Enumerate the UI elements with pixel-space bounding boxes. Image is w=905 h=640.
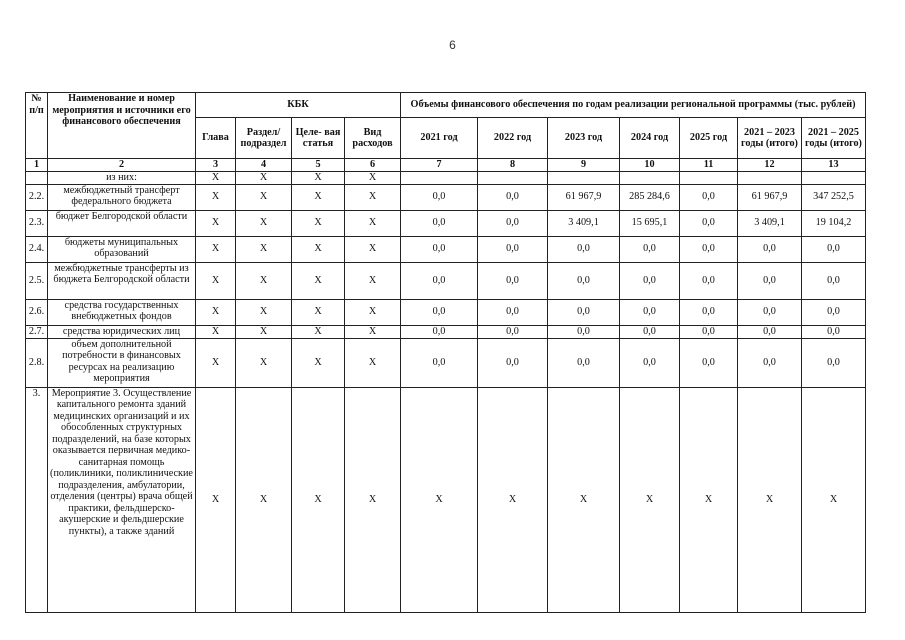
row-name: бюджет Белгородской области [48,210,196,236]
value-cell: 0,0 [401,325,478,338]
value-cell: 0,0 [802,338,866,387]
value-cell: 61 967,9 [738,184,802,210]
value-cell: 0,0 [548,299,620,325]
kbk-cell: X [292,171,345,184]
table-row [26,299,866,325]
kbk-cell: X [196,299,236,325]
header-year-col: 2025 год [680,118,738,159]
row-name: Мероприятие 3. Осуществление капитального ремонта зданий медицинских организаций и их обособленных структурных подразделений, на базе которых оказывается первичная медико-санитарная помощь (поликлиники, поликлинические подразделения, амбулатории, отделения (центры) врача общей практики, фельдшерско-акушерские и фельдшерские пункты), а также зданий [48,387,196,612]
kbk-cell: X [292,325,345,338]
column-number: 6 [345,159,401,172]
header-kbk: КБК [196,93,401,118]
row-no: 3. [26,387,48,612]
kbk-cell: X [292,387,345,612]
kbk-cell: X [345,338,401,387]
header-year-col: 2021 – 2023 годы (итого) [738,118,802,159]
row-no: 2.3. [26,210,48,236]
value-cell: 0,0 [620,236,680,262]
kbk-cell: X [292,236,345,262]
row-no: 2.7. [26,325,48,338]
value-cell: 0,0 [738,299,802,325]
value-cell: 0,0 [680,299,738,325]
value-cell: 3 409,1 [548,210,620,236]
value-cell: 0,0 [738,262,802,299]
value-cell: 19 104,2 [802,210,866,236]
value-cell: 0,0 [680,184,738,210]
value-cell: 0,0 [620,338,680,387]
kbk-cell: X [196,325,236,338]
kbk-cell: X [196,171,236,184]
value-cell: 0,0 [478,210,548,236]
value-cell: 0,0 [478,338,548,387]
value-cell: X [680,387,738,612]
header-year-col: 2021 год [401,118,478,159]
kbk-cell: X [196,262,236,299]
table-row [26,171,866,184]
row-no: 2.4. [26,236,48,262]
kbk-cell: X [292,210,345,236]
value-cell: 0,0 [401,262,478,299]
column-number: 2 [48,159,196,172]
header-no: № п/п [26,93,48,159]
kbk-cell: X [345,210,401,236]
value-cell: 0,0 [620,299,680,325]
kbk-cell: X [236,299,292,325]
kbk-cell: X [236,387,292,612]
value-cell [738,171,802,184]
kbk-cell: X [196,338,236,387]
row-name: межбюджетный трансферт федерального бюджета [48,184,196,210]
value-cell: 0,0 [401,338,478,387]
value-cell: 0,0 [680,262,738,299]
value-cell: 0,0 [680,236,738,262]
value-cell: 0,0 [620,325,680,338]
value-cell: X [802,387,866,612]
value-cell: 0,0 [738,236,802,262]
value-cell: 3 409,1 [738,210,802,236]
column-number: 7 [401,159,478,172]
kbk-cell: X [236,210,292,236]
value-cell: 0,0 [738,325,802,338]
header-kbk-col: Целе- вая статья [292,118,345,159]
table-row [26,210,866,236]
value-cell [478,171,548,184]
row-name: средства государственных внебюджетных фондов [48,299,196,325]
row-name: из них: [48,171,196,184]
column-number: 13 [802,159,866,172]
table-row [26,338,866,387]
kbk-cell: X [236,171,292,184]
value-cell: 0,0 [802,236,866,262]
value-cell: X [620,387,680,612]
value-cell [401,171,478,184]
kbk-cell: X [345,325,401,338]
value-cell: 347 252,5 [802,184,866,210]
value-cell: 0,0 [738,338,802,387]
row-no: 2.2. [26,184,48,210]
table-row [26,387,866,612]
kbk-cell: X [292,338,345,387]
header-year-col: 2021 – 2025 годы (итого) [802,118,866,159]
column-number: 9 [548,159,620,172]
header-year-col: 2022 год [478,118,548,159]
header-volumes: Объемы финансового обеспечения по годам реализации региональной программы (тыс. рублей) [401,93,866,118]
financing-table [25,92,866,613]
column-number: 11 [680,159,738,172]
value-cell: 0,0 [548,325,620,338]
column-number: 12 [738,159,802,172]
value-cell: 0,0 [478,262,548,299]
header-name: Наименование и номер мероприятия и источники его финансового обеспечения [48,93,196,159]
value-cell: 0,0 [478,236,548,262]
value-cell: 0,0 [401,236,478,262]
row-no: 2.6. [26,299,48,325]
kbk-cell: X [345,184,401,210]
value-cell: X [738,387,802,612]
header-kbk-col: Раздел/ подраздел [236,118,292,159]
value-cell: 285 284,6 [620,184,680,210]
row-no: 2.5. [26,262,48,299]
kbk-cell: X [236,236,292,262]
value-cell: 0,0 [548,262,620,299]
header-year-col: 2024 год [620,118,680,159]
row-name: объем дополнительной потребности в финансовых ресурсах на реализацию мероприятия [48,338,196,387]
value-cell: X [478,387,548,612]
value-cell: 0,0 [401,210,478,236]
kbk-cell: X [236,338,292,387]
value-cell: 0,0 [478,184,548,210]
value-cell: X [401,387,478,612]
kbk-cell: X [196,210,236,236]
column-number: 4 [236,159,292,172]
kbk-cell: X [292,184,345,210]
row-name: межбюджетные трансферты из бюджета Белгородской области [48,262,196,299]
value-cell: 0,0 [478,325,548,338]
kbk-cell: X [236,184,292,210]
value-cell: 0,0 [680,325,738,338]
value-cell: 0,0 [680,210,738,236]
value-cell: 0,0 [548,338,620,387]
value-cell: 0,0 [802,325,866,338]
page-number: 6 [449,38,456,52]
value-cell: X [548,387,620,612]
value-cell [620,171,680,184]
value-cell: 0,0 [620,262,680,299]
value-cell: 0,0 [680,338,738,387]
table-row [26,325,866,338]
value-cell: 0,0 [548,236,620,262]
column-number-row [26,159,866,172]
column-number: 1 [26,159,48,172]
value-cell [680,171,738,184]
value-cell: 0,0 [802,262,866,299]
row-no: 2.8. [26,338,48,387]
value-cell: 0,0 [401,299,478,325]
table-row [26,236,866,262]
column-number: 10 [620,159,680,172]
kbk-cell: X [345,171,401,184]
value-cell: 61 967,9 [548,184,620,210]
value-cell: 15 695,1 [620,210,680,236]
kbk-cell: X [236,262,292,299]
table-row [26,262,866,299]
kbk-cell: X [345,299,401,325]
kbk-cell: X [236,325,292,338]
row-name: средства юридических лиц [48,325,196,338]
value-cell [548,171,620,184]
value-cell: 0,0 [401,184,478,210]
row-name: бюджеты муниципальных образований [48,236,196,262]
value-cell: 0,0 [478,299,548,325]
kbk-cell: X [196,184,236,210]
header-kbk-col: Глава [196,118,236,159]
column-number: 3 [196,159,236,172]
value-cell: 0,0 [802,299,866,325]
value-cell [802,171,866,184]
kbk-cell: X [345,262,401,299]
kbk-cell: X [292,262,345,299]
kbk-cell: X [196,387,236,612]
kbk-cell: X [345,387,401,612]
kbk-cell: X [292,299,345,325]
column-number: 5 [292,159,345,172]
kbk-cell: X [196,236,236,262]
header-kbk-col: Вид расходов [345,118,401,159]
table-row [26,184,866,210]
header-year-col: 2023 год [548,118,620,159]
column-number: 8 [478,159,548,172]
kbk-cell: X [345,236,401,262]
row-no [26,171,48,184]
